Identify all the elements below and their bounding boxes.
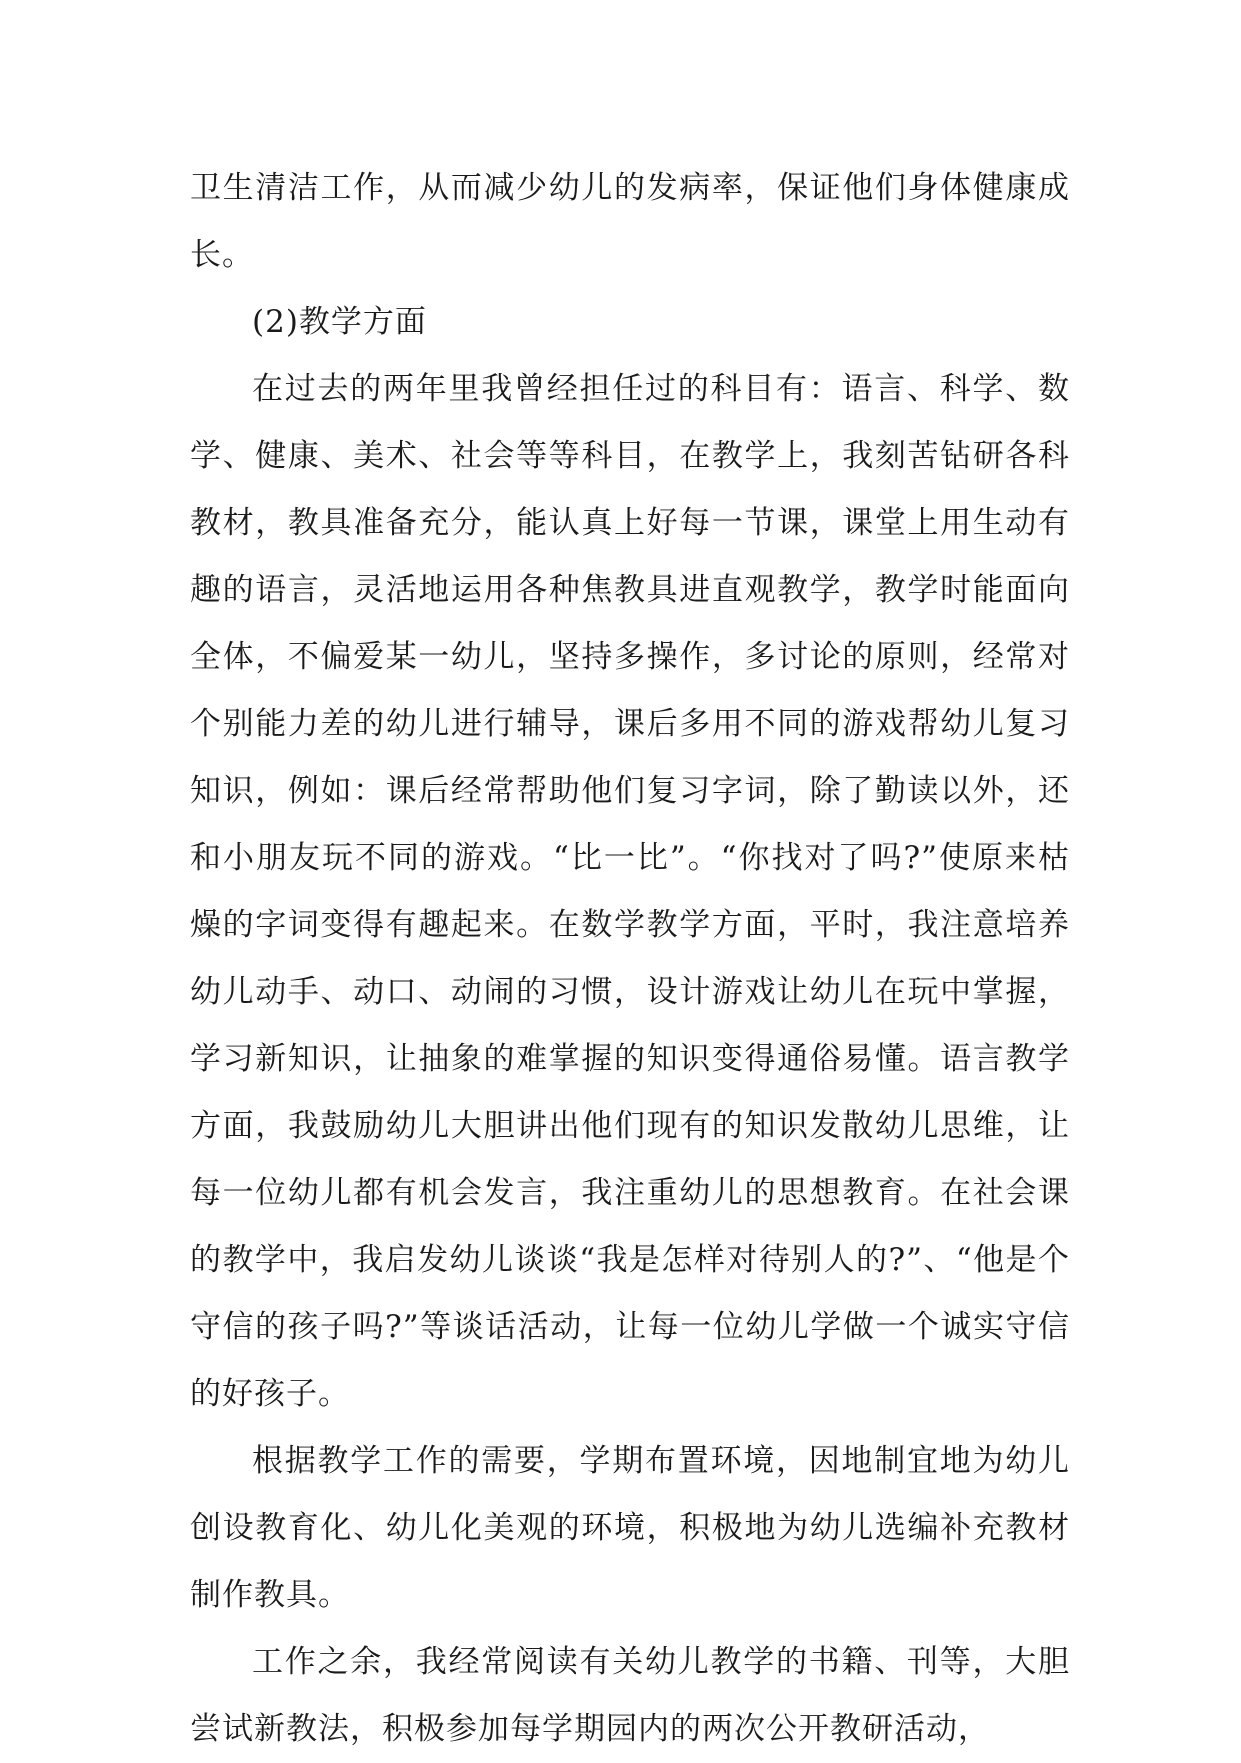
paragraph-environment: 根据教学工作的需要，学期布置环境，因地制宜地为幼儿创设教育化、幼儿化美观的环境，积极地为幼儿选编补充教材制作教具。	[190, 1443, 1070, 1613]
document-body	[190, 155, 1070, 1763]
section-heading: (2)教学方面	[252, 304, 427, 340]
paragraph-continuation: 卫生清洁工作，从而减少幼儿的发病率，保证他们身体健康成长。	[190, 170, 1070, 273]
paragraph-study: 工作之余，我经常阅读有关幼儿教学的书籍、刊等，大胆尝试新教法，积极参加每学期园内的两次公开教研活动，	[190, 1644, 1070, 1747]
paragraph-teaching: 在过去的两年里我曾经担任过的科目有：语言、科学、数学、健康、美术、社会等等科目，在教学上，我刻苦钻研各科教材，教具准备充分，能认真上好每一节课，课堂上用生动有趣的语言，灵活地运用各种焦教具进直观教学，教学时能面向全体，不偏爱某一幼儿，坚持多操作，多讨论的原则，经常对个别能力差的幼儿进行辅导，课后多用不同的游戏帮幼儿复习知识，例如：课后经常帮助他们复习字词，除了勤读以外，还和小朋友玩不同的游戏。“比一比”。“你找对了吗?”使原来枯燥的字词变得有趣起来。在数学教学方面，平时，我注意培养幼儿动手、动口、动闹的习惯，设计游戏让幼儿在玩中掌握，学习新知识，让抽象的难掌握的知识变得通俗易懂。语言教学方面，我鼓励幼儿大胆讲出他们现有的知识发散幼儿思维，让每一位幼儿都有机会发言，我注重幼儿的思想教育。在社会课的教学中，我启发幼儿谈谈“我是怎样对待别人的?”、“他是个守信的孩子吗?”等谈话活动，让每一位幼儿学做一个诚实守信的好孩子。	[190, 371, 1070, 1412]
